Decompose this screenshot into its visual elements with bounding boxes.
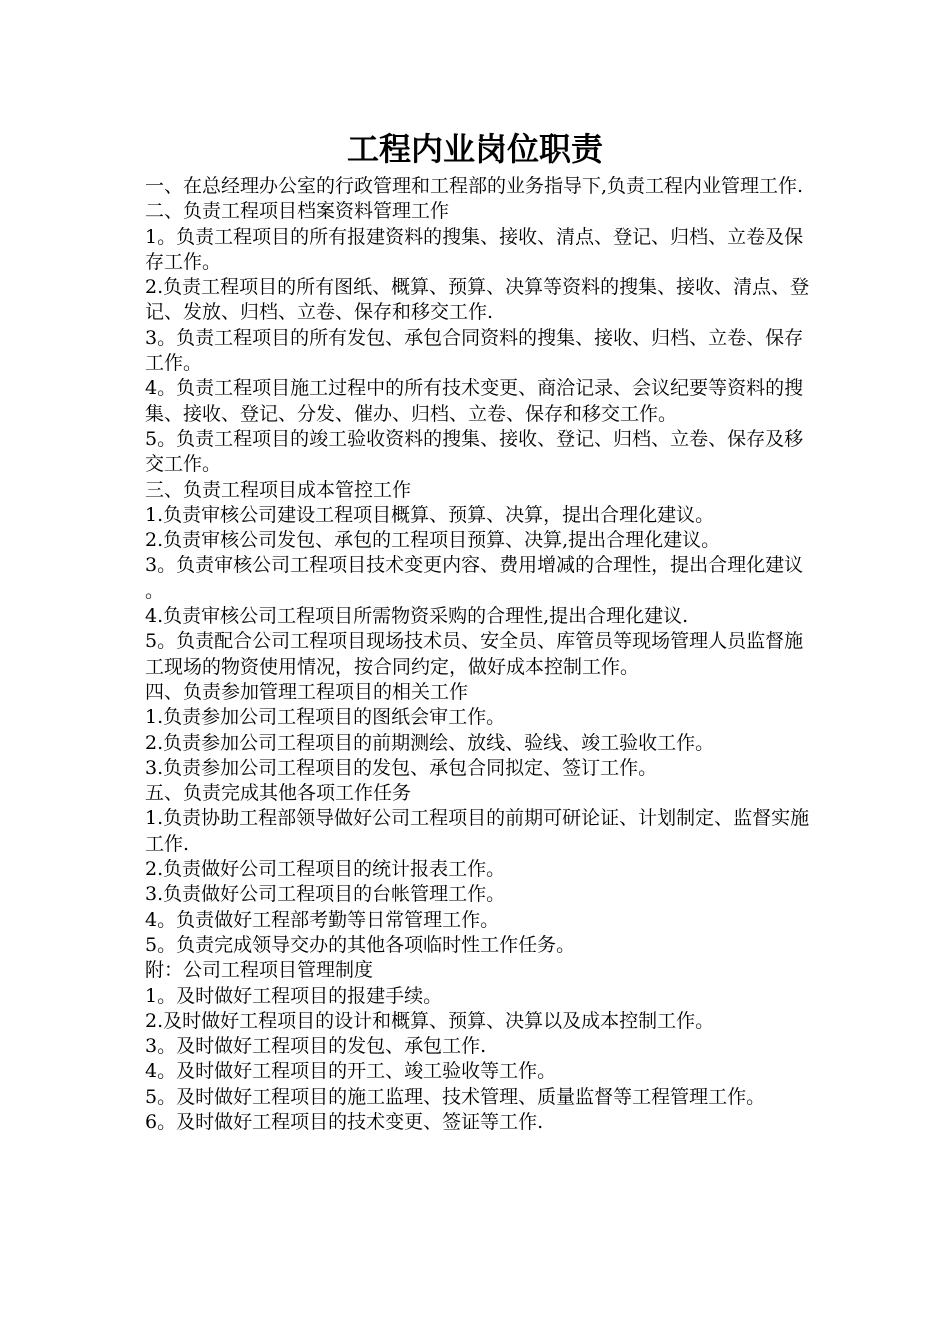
section-heading: 三、负责工程项目成本管控工作 bbox=[145, 478, 412, 501]
paragraph: 5。及时做好工程项目的施工监理、技术管理、质量监督等工程管理工作。 bbox=[145, 1085, 766, 1108]
paragraph: 3.负责做好公司工程项目的台帐管理工作。 bbox=[145, 883, 506, 906]
document-body bbox=[145, 174, 817, 1135]
paragraph: 1。及时做好工程项目的报建手续。 bbox=[145, 984, 443, 1007]
paragraph: 1.负责协助工程部领导做好公司工程项目的前期可研论证、计划制定、监督实施工作. bbox=[145, 807, 810, 855]
document-title: 工程内业岗位职责 bbox=[346, 130, 603, 168]
paragraph: 4。负责做好工程部考勤等日常管理工作。 bbox=[145, 908, 500, 931]
section-heading: 附：公司工程项目管理制度 bbox=[145, 959, 374, 982]
paragraph: 1.负责审核公司建设工程项目概算、预算、决算，提出合理化建议。 bbox=[145, 503, 715, 526]
section-heading: 五、负责完成其他各项工作任务 bbox=[145, 782, 412, 805]
paragraph: 3。负责工程项目的所有发包、承包合同资料的搜集、接收、归档、立卷、保存工作。 bbox=[145, 326, 804, 375]
paragraph: 1。负责工程项目的所有报建资料的搜集、接收、清点、登记、归档、立卷及保存工作。 bbox=[145, 225, 804, 273]
paragraph: 2.负责做好公司工程项目的统计报表工作。 bbox=[145, 858, 506, 881]
paragraph: 5。负责工程项目的竣工验收资料的搜集、接收、登记、归档、立卷、保存及移交工作。 bbox=[145, 427, 804, 476]
paragraph: 2.及时做好工程项目的设计和概算、预算、决算以及成本控制工作。 bbox=[145, 1009, 715, 1032]
paragraph: 5。负责配合公司工程项目现场技术员、安全员、库管员等现场管理人员监督施工现场的物资使用情况，按合同约定，做好成本控制工作。 bbox=[145, 630, 804, 678]
section-heading: 四、负责参加管理工程项目的相关工作 bbox=[145, 680, 469, 703]
paragraph: 4。负责工程项目施工过程中的所有技术变更、商洽记录、会议纪要等资料的搜集、接收、登记、分发、催办、归档、立卷、保存和移交工作。 bbox=[145, 377, 804, 425]
paragraph: 2.负责审核公司发包、承包的工程项目预算、决算,提出合理化建议。 bbox=[145, 529, 721, 552]
paragraph: 6。及时做好工程项目的技术变更、签证等工作. bbox=[145, 1110, 544, 1133]
paragraph: 3。负责审核公司工程项目技术变更内容、费用增减的合理性，提出合理化建议。 bbox=[145, 554, 804, 602]
section-heading: 二、负责工程项目档案资料管理工作 bbox=[145, 200, 450, 223]
paragraph: 4。及时做好工程项目的开工、竣工验收等工作。 bbox=[145, 1060, 557, 1083]
paragraph: 3.负责参加公司工程项目的发包、承包合同拟定、签订工作。 bbox=[145, 756, 658, 779]
paragraph: 2.负责参加公司工程项目的前期测绘、放线、验线、竣工验收工作。 bbox=[145, 731, 715, 754]
paragraph: 3。及时做好工程项目的发包、承包工作. bbox=[145, 1035, 487, 1058]
paragraph: 1.负责参加公司工程项目的图纸会审工作。 bbox=[145, 706, 506, 729]
paragraph: 一、在总经理办公室的行政管理和工程部的业务指导下,负责工程内业管理工作. bbox=[145, 175, 804, 197]
paragraph: 5。负责完成领导交办的其他各项临时性工作任务。 bbox=[145, 933, 576, 956]
paragraph: 4.负责审核公司工程项目所需物资采购的合理性,提出合理化建议. bbox=[145, 605, 689, 628]
paragraph: 2.负责工程项目的所有图纸、概算、预算、决算等资料的搜集、接收、清点、登记、发放、归档、立卷、保存和移交工作. bbox=[145, 276, 810, 324]
